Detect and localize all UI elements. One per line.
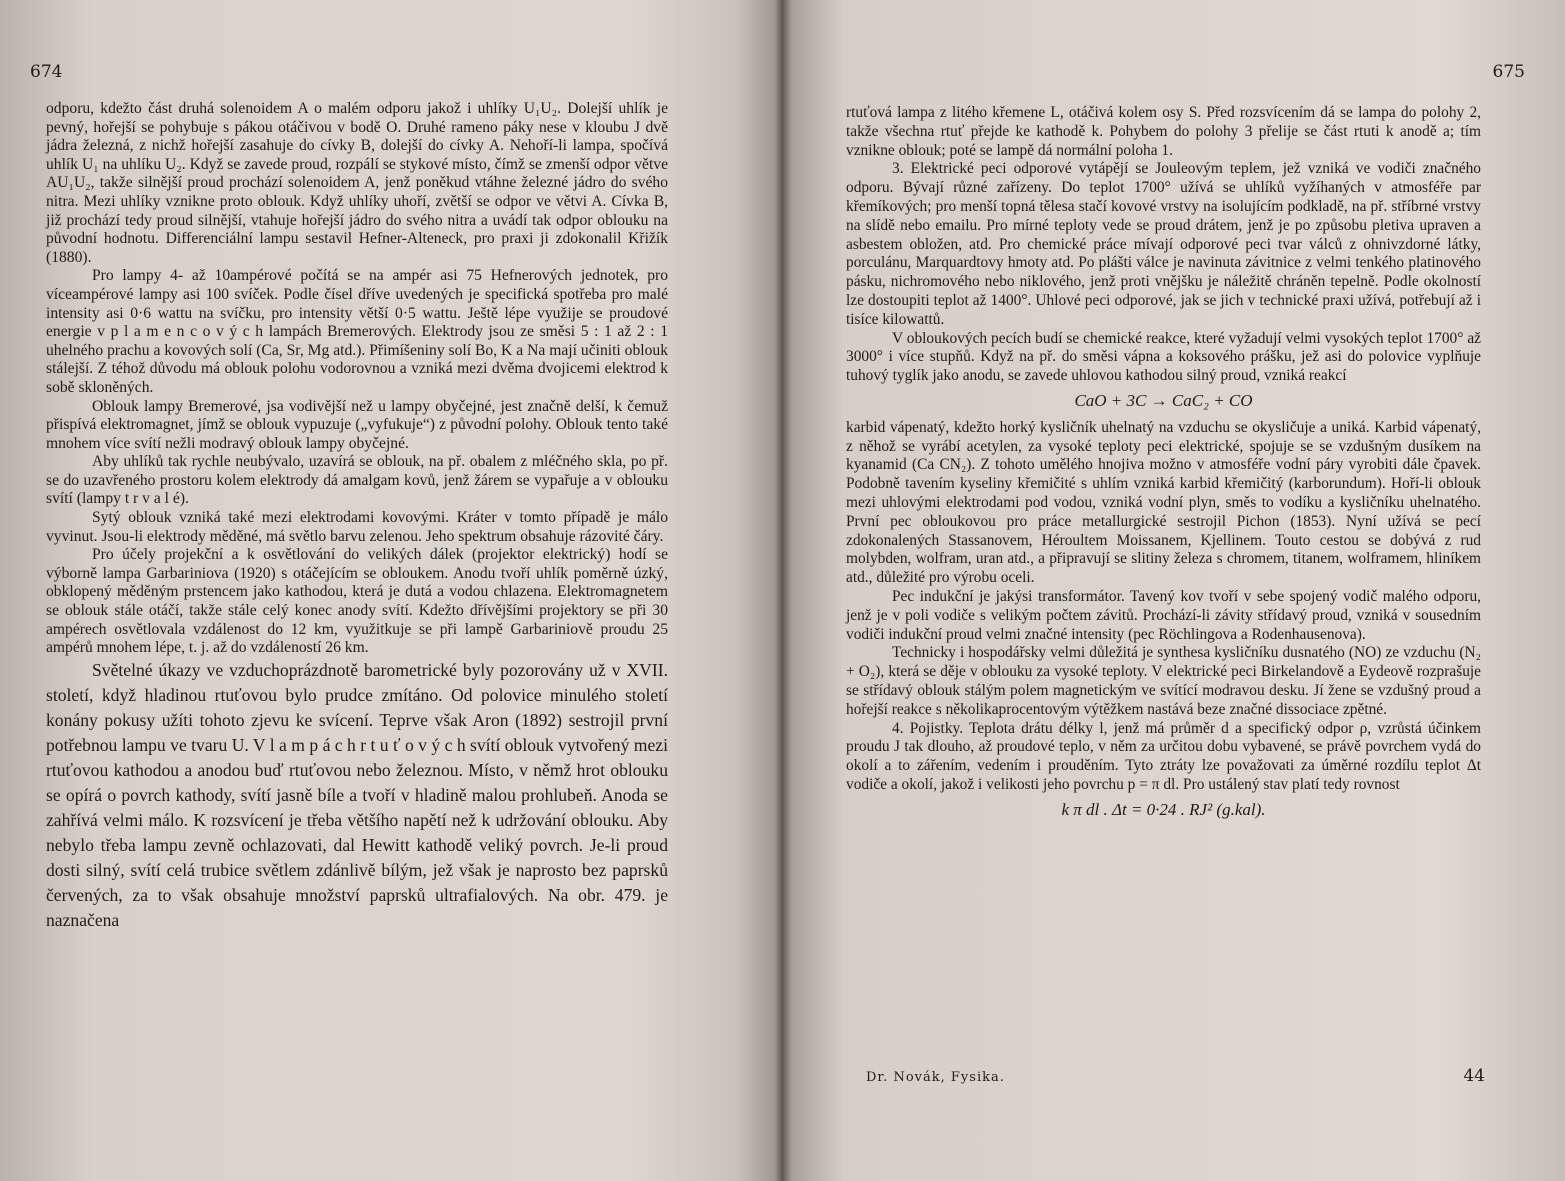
paragraph: 4. Pojistky. Teplota drátu délky l, jenž má průměr d a specifický odpor ρ, vzrůstá účinkem proudu J tak dlouho, až proudové teplo, v něm za určitou dobu vybavené, se právě povrchem vydá do okolí a to zářením, vedením i prouděním. Tyto ztráty lze považovati za úměrné rozdílu teplot Δt vodiče a okolí, jakož i velikosti jeho povrchu p = π dl. Pro ustálený stav platí tedy rovnost xyxy=(846,719,1481,793)
formula: CaO + 3C → CaC₂ + CO xyxy=(1074,390,1253,410)
left-page-text xyxy=(46,100,668,933)
paragraph: Pec indukční je jakýsi transformátor. Tavený kov tvoří v sebe spojený vodič malého odporu, jenž je v poli vodiče s velikým počtem závitů. Prochází-li závity střídavý proud, vzniká v sousedním vodiči indukční proud velmi značné intensity (pec Röchlingova a Rodenhausenova). xyxy=(846,587,1481,643)
paragraph: Oblouk lampy Bremerové, jsa vodivější než u lampy obyčejné, jest značně delší, k čemuž přispívá elektromagnet, jímž se oblouk vypuzuje („vyfukuje“) z původní polohy. Oblouk tento také mnohem více svítí nežli modravý oblouk lampy obyčejné. xyxy=(46,397,668,452)
paragraph: Pro účely projekční a k osvětlování do velikých dálek (projektor elektrický) hodí se výborně lampa Garbariniova (1920) s otáčejícím se obloukem. Anodu tvoří uhlík poměrně úzký, obklopený měděným prstencem jako kathodou, která je dutá a vodou chlazena. Elektromagnetem se oblouk stále otáčí, takže stále celý konec anody svítí. Kdežto dřívějšími projektory se při 30 ampérech osvětlovala vzdálenost do 12 km, využitkuje se při lampě Garbariniově proudu 25 ampérů mnohem lépe, t. j. až do vzdáleností 26 km. xyxy=(46,546,668,657)
paragraph: V obloukových pecích budí se chemické reakce, které vyžadují velmi vysokých teplot 1700° až 3000° i více stupňů. Když na př. do směsi vápna a koksového prášku, jež asi do polovice vyplňuje tuhový tyglík jako anodu, se zavede uhlovou kathodou silný proud, vzniká reakcí xyxy=(846,329,1481,385)
paragraph: 3. Elektrické peci odporové vytápějí se Jouleovým teplem, jež vzniká ve vodiči značného odporu. Bývají různé zařízeny. Do teplot 1700° užívá se uhlíků vyžíhaných v atmosféře par křemíkových; pro menší topná tělesa stačí kovové vrstvy na isolujícím podkladě, na př. stříbrné vrstvy na slídě nebo emailu. Pro mírné teploty vede se proud drátem, jenž je po způsobu pletiva upraven a asbestem obložen, atd. Pro chemické práce mívají odporové peci tvar válců z ohnivzdorné látky, porculánu, Marquardtovy hmoty atd. Po plášti válce je navinuta závitnice z velmi tenkého platinového pásku, nichromového nebo niklového, jenž proti vnějšku je náležitě chráněn tepelně. Podle okolností lze dostoupiti teplot až 1400°. Uhlové peci odporové, jak se jich v technické praxi užívá, potřebují až i tisíce kilowattů. xyxy=(846,160,1481,328)
paragraph: Technicky i hospodářsky velmi důležitá je synthesa kysličníku dusnatého (NO) ze vzduchu (N₂ + O₂), která se děje v oblouku za vysoké teploty. V elektrické peci Birkelandově a Eydeově rozprašuje se střídavý oblouk stálým polem magnetickým ve svítící modravou desku. Jí žene se vzdušný proud a hořejší reakce s několikaprocentovým výtěžkem nastává beze značné dissociace zpětné. xyxy=(846,644,1481,718)
page-number-right: 675 xyxy=(1492,62,1525,82)
right-page xyxy=(770,0,1565,1181)
footer-signature: 44 xyxy=(1463,1066,1485,1086)
right-page-text xyxy=(846,104,1481,827)
page-number-left: 674 xyxy=(30,62,63,82)
paragraph: odporu, kdežto část druhá solenoidem A o malém odporu jakož i uhlíky U₁U₂. Dolejší uhlík je pevný, hořejší se pohybuje s pákou otáčivou v bodě O. Druhé rameno páky nese v kloubu J dvě jádra železná, z nichž hořejší zasahuje do cívky B, dolejší do cívky A. Nehoří-li lampa, spočívá uhlík U₁ na uhlíku U₂. Když se zavede proud, rozpálí se stykové místo, čímž se zmenší odpor větve AU₁U₂, takže silnější proud prochází solenoidem A, jenž poněkud vtáhne železné jádro do svého nitra. Mezi uhlíky vznikne proto oblouk. Když uhlíky uhoří, zvětší se odpor ve větvi A. Cívka B, již prochází tedy proud silnější, vtahuje hořejší jádro do svého nitra a uvádí tak odpor oblouku na původní hodnotu. Differenciální lampu sestavil Hefner-Alteneck, pro praxi ji zdokonalil Křižík (1880). xyxy=(46,100,668,266)
paragraph: Světelné úkazy ve vzduchoprázdnotě barometrické byly pozorovány už v XVII. století, když hladinou rtuťovou bylo prudce zmítáno. Od polovice minulého století konány pokusy užíti tohoto zjevu ke svícení. Teprve však Aron (1892) sestrojil první potřebnou lampu ve tvaru U. V l a m p á c h r t u ť o v ý c h svítí oblouk vytvořený mezi rtuťovou kathodou a anodou buď rtuťovou nebo železnou. Místo, v němž hrot oblouku se opírá o povrch kathody, svítí jasně bíle a tvoří v hladině malou prohlubeň. Anoda se zahřívá velmi málo. K rozsvícení je třeba většího napětí než k udržování oblouku. Aby nebylo třeba lampu zevně ochlazovati, dal Hewitt kathodě veliký povrch. Je-li proud dosti silný, svítí celá trubice světlem zdánlivě bílým, jež však je naprosto bez paprsků červených, za to však obsahuje množství paprsků ultrafialových. Na obr. 479. je naznačena xyxy=(46,659,668,930)
left-page xyxy=(0,0,760,1181)
paragraph: rtuťová lampa z litého křemene L, otáčivá kolem osy S. Před rozsvícením dá se lampa do polohy 2, takže všechna rtuť přejde ke kathodě k. Pohybem do polohy 3 přelije se část rtuti k anodě a; tím vznikne oblouk; poté se lampě dá normální poloha 1. xyxy=(846,104,1481,159)
formula: k π dl . Δt = 0·24 . RJ² (g.kal). xyxy=(1061,799,1266,819)
paragraph: Aby uhlíků tak rychle neubývalo, uzavírá se oblouk, na př. obalem z mléčného skla, po př. se do uzavřeného prostoru kolem elektrody dá amalgam kovů, jenž žárem se vypařuje a v oblouku svítí (lampy t r v a l é). xyxy=(46,453,668,508)
paragraph: Pro lampy 4- až 10ampérové počítá se na ampér asi 75 Hefnerových jednotek, pro víceampérové lampy asi 100 svíček. Podle čísel dříve uvedených je specifická spotřeba pro malé intensity asi 0·6 wattu na svíčku, pro intensity větší 0·5 wattu. Ještě lépe využije se proudové energie v p l a m e n c o v ý c h lampách Bremerových. Elektrody jsou ze směsi 5 : 1 až 2 : 1 uhelného prachu a kovových solí (Ca, Sr, Mg atd.). Přimíšeniny solí Bo, K a Na mají učiniti oblouk stálejší. Z téhož důvodu má oblouk polohu vodorovnou a vzniká mezi dvěma dvojicemi elektrod k sobě skloněných. xyxy=(46,267,668,396)
paragraph: Sytý oblouk vzniká také mezi elektrodami kovovými. Kráter v tomto případě je málo vyvinut. Jsou-li elektrody měděné, má světlo barvu zelenou. Jeho spektrum obsahuje rázovité čáry. xyxy=(46,509,668,545)
footer-author: Dr. Novák, Fysika. xyxy=(866,1070,1005,1085)
paragraph: karbid vápenatý, kdežto horký kysličník uhelnatý na vzduchu se okysličuje a uniká. Karbid vápenatý, z něhož se vyrábí acetylen, za vysoké teploty peci elektrické, spojuje se se vzdušným dusíkem na kyanamid (Ca CN₂). Z tohoto umělého hnojiva možno v atmosféře vodní páry vyrobiti dále čpavek. Podobně tavením kyseliny křemičité s uhlím vzniká karbid křemičitý (karborundum). Hoří-li oblouk mezi uhlovými elektrodami pod vodou, vzniká vodní plyn, směs to vodíku a kysličníku uhelnatého. První pec obloukovou pro práce metallurgické sestrojil Pichon (1853). Nyní užívá se pecí zdokonalených Stassanovem, Héroultem Moissanem, Kjellinem. Touto cestou se dobývá z rud molybden, wolfram, uran atd., a připravují se slitiny železa s chromem, titanem, wolframem, hliníkem atd., důležité pro výrobu oceli. xyxy=(846,418,1481,587)
